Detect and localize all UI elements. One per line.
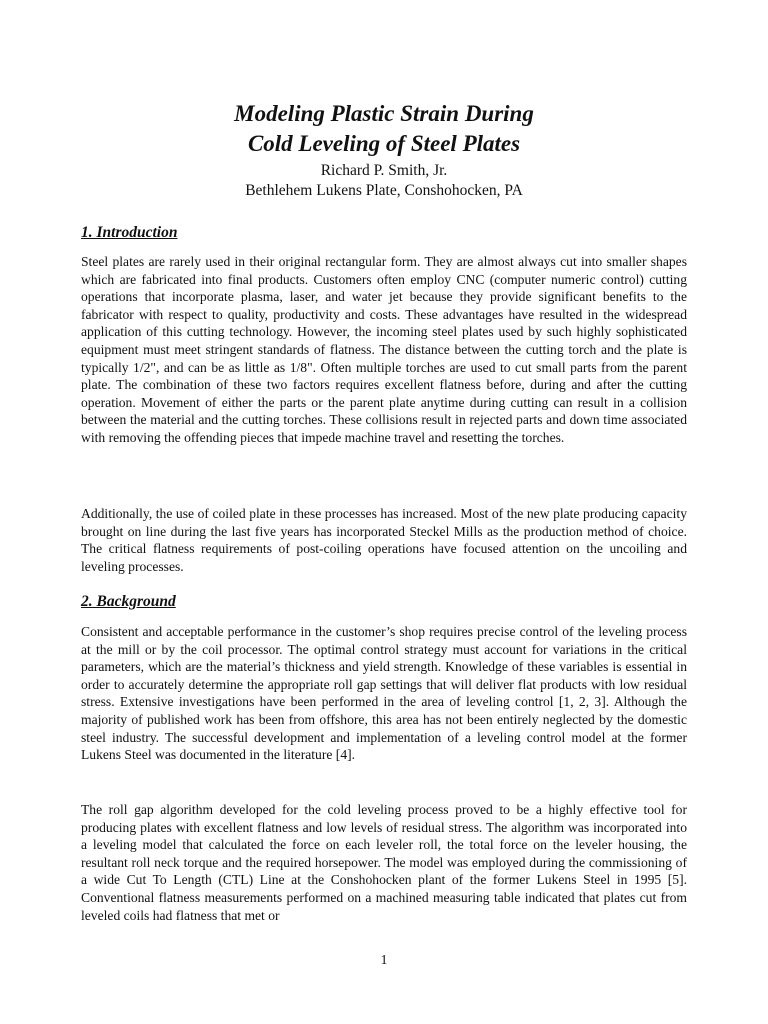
page-number: 1 (380, 952, 388, 967)
affiliation: Bethlehem Lukens Plate, Conshohocken, PA (245, 182, 523, 199)
intro-paragraph-2: Additionally, the use of coiled plate in these processes has increased. Most of the new plate producing capacity brought on line during the last five years has incorporated Steckel Mills as the production method of choice. The critical flatness requirements of post-coiling operations have focused attention on the uncoiling and leveling processes. (81, 506, 687, 574)
title-line-2: Cold Leveling of Steel Plates (247, 131, 521, 156)
author: Richard P. Smith, Jr. (320, 162, 448, 179)
title-line-1: Modeling Plastic Strain During (234, 101, 534, 126)
background-paragraph-1: Consistent and acceptable performance in the customer’s shop requires precise control of the leveling process at the mill or by the coil processor. The optimal control strategy must account for variations in the critical parameters, which are the material’s thickness and yield strength. Knowledge of these variables is essential in order to accurately determine the appropriate roll gap settings that will deliver flat products with low residual stress. Extensive investigations have been performed in the area of leveling control [1, 2, 3]. Although the majority of published work has been from offshore, this area has not been entirely neglected by the domestic steel industry. The successful development and implementation of a leveling control model at the former Lukens Steel was documented in the literature [4]. (81, 624, 687, 763)
intro-paragraph-1: Steel plates are rarely used in their original rectangular form. They are almost always cut into smaller shapes which are fabricated into final products. Customers often employ CNC (computer numeric control) cutting operations that incorporate plasma, laser, and water jet because they provide significant benefits to the fabricator with respect to quality, productivity and costs. These advantages have resulted in the widespread application of this cutting technology. However, the incoming steel plates used by such highly sophisticated equipment must meet stringent standards of flatness. The distance between the cutting torch and the plate is typically 1/2", and can be as little as 1/8". Often multiple torches are used to cut small parts from the parent plate. The combination of these two factors requires excellent flatness before, during and after the cutting operation. Movement of either the parts or the parent plate anytime during cutting can result in a collision between the material and the cutting torches. These collisions result in rejected parts and down time associated with removing the offending pieces that impede machine travel and resetting the torches. (81, 254, 687, 445)
section-heading-background: 2. Background (81, 593, 176, 610)
section-heading-introduction: 1. Introduction (81, 224, 178, 241)
background-paragraph-2: The roll gap algorithm developed for the cold leveling process proved to be a highly effective tool for producing plates with excellent flatness and low levels of residual stress. The algorithm was incorporated into a leveling model that calculated the force on each leveler roll, the total force on the leveler housing, the resultant roll neck torque and the required horsepower. The model was employed during the commissioning of a wide Cut To Length (CTL) Line at the Conshohocken plant of the former Lukens Steel in 1995 [5]. Conventional flatness measurements performed on a machined measuring table indicated that plates cut from leveled coils had flatness that met or (81, 802, 687, 923)
